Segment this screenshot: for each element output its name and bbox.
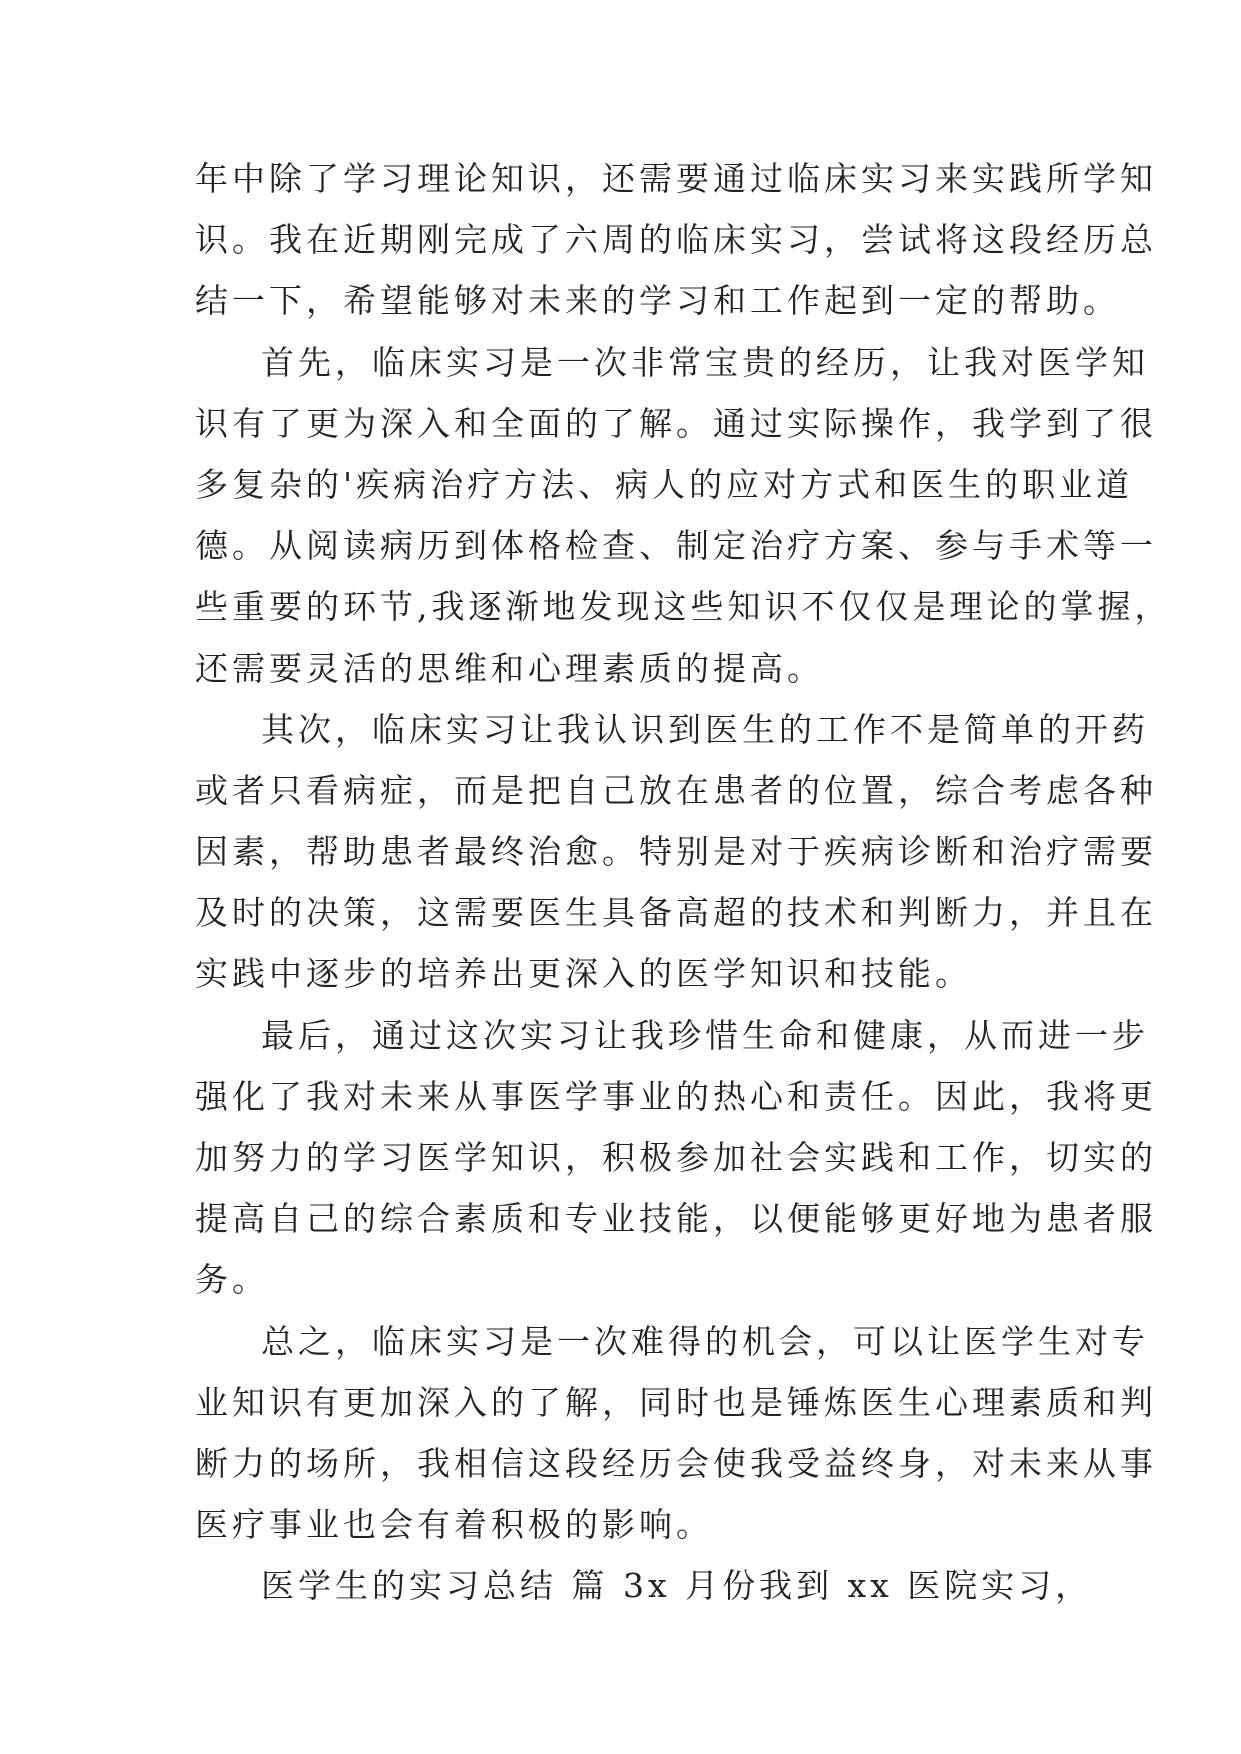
section-opening-text: x 月份我到 xx 医院实习， <box>647 1566 1093 1606</box>
text-line: 加努力的学习医学知识，积极参加社会实践和工作，切实的 <box>195 1138 1157 1177</box>
text-line: 提高自己的综合素质和专业技能，以便能够更好地为患者服 <box>195 1199 1157 1239</box>
paragraph-second-point <box>195 699 1157 1005</box>
next-section-line <box>195 1555 1093 1616</box>
text-line: 或者只看病症，而是把自己放在患者的位置，综合考虑各种 <box>195 770 1157 810</box>
text-line: 识有了更为深入和全面的了解。通过实际操作，我学到了很 <box>195 403 1157 443</box>
paragraph-intro <box>195 148 1157 332</box>
text-line: 最后，通过这次实习让我珍惜生命和健康，从而进一步 <box>261 1015 1149 1055</box>
text-line: 务。 <box>195 1260 269 1300</box>
text-line: 结一下，希望能够对未来的学习和工作起到一定的帮助。 <box>195 281 1120 321</box>
text-line: 及时的决策，这需要医生具备高超的技术和判断力，并且在 <box>195 893 1157 933</box>
paragraph-conclusion <box>195 1311 1157 1556</box>
text-line: 德。从阅读病历到体格检查、制定治疗方案、参与手术等一 <box>195 526 1157 566</box>
section-title: 医学生的实习总结 篇 3 <box>261 1566 648 1606</box>
text-line: 些重要的环节,我逐渐地发现这些知识不仅仅是理论的掌握， <box>195 587 1172 627</box>
text-line: 多复杂的'疾病治疗方法、病人的应对方式和医生的职业道 <box>195 464 1134 504</box>
text-line: 实践中逐步的培养出更深入的医学知识和技能。 <box>195 954 972 994</box>
document-page <box>195 148 1172 1617</box>
text-line: 医疗事业也会有着积极的影响。 <box>195 1505 713 1545</box>
paragraph-third-point <box>195 1005 1157 1311</box>
paragraph-first-point <box>195 332 1172 699</box>
text-line: 其次，临床实习让我认识到医生的工作不是简单的开药 <box>261 709 1149 749</box>
text-line: 业知识有更加深入的了解，同时也是锤炼医生心理素质和判 <box>195 1382 1157 1422</box>
text-line: 因素，帮助患者最终治愈。特别是对于疾病诊断和治疗需要 <box>195 832 1157 872</box>
text-line: 断力的场所，我相信这段经历会使我受益终身，对未来从事 <box>195 1443 1157 1483</box>
text-line: 还需要灵活的思维和心理素质的提高。 <box>195 648 824 688</box>
text-line: 年中除了学习理论知识，还需要通过临床实习来实践所学知 <box>195 159 1157 198</box>
text-line: 强化了我对未来从事医学事业的热心和责任。因此，我将更 <box>195 1076 1157 1116</box>
text-line: 总之，临床实习是一次难得的机会，可以让医学生对专 <box>261 1321 1149 1361</box>
text-line: 识。我在近期刚完成了六周的临床实习，尝试将这段经历总 <box>195 220 1157 260</box>
text-line: 首先，临床实习是一次非常宝贵的经历，让我对医学知 <box>261 342 1149 382</box>
